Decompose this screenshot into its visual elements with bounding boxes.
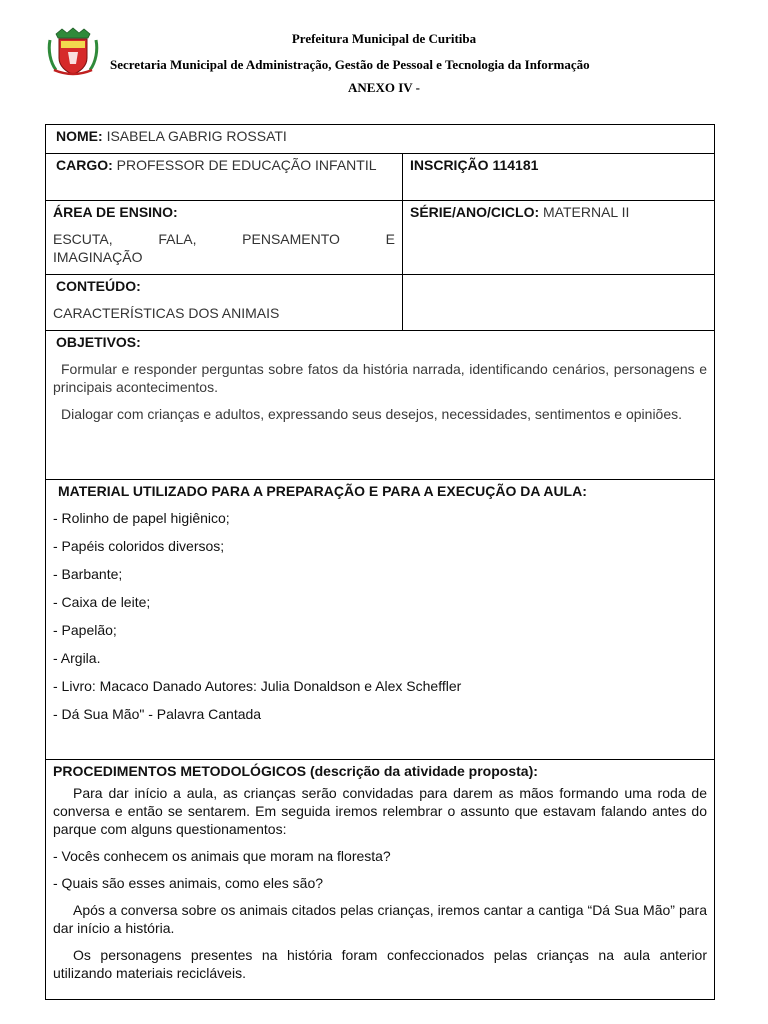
procedimento-question: - Quais são esses animais, como eles são? [53, 875, 324, 891]
serie-value: MATERNAL II [543, 204, 630, 220]
cargo-value: PROFESSOR DE EDUCAÇÃO INFANTIL [116, 157, 377, 173]
row-conteudo [46, 275, 715, 331]
material-item: - Papéis coloridos diversos; [53, 538, 225, 554]
objetivo-item: Dialogar com crianças e adultos, expressando seus desejos, necessidades, sentimentos e opiniões. [61, 406, 683, 422]
material-item: - Argila. [53, 650, 101, 666]
serie-label: SÉRIE/ANO/CICLO: [410, 204, 540, 220]
inscricao-value: 114181 [492, 157, 539, 173]
material-item: - Barbante; [53, 566, 123, 582]
objetivo-item: Formular e responder perguntas sobre fatos da história narrada, identificando cenários, personagens e principais acontecimentos. [53, 361, 707, 395]
area-value: ESCUTA, FALA, PENSAMENTO E IMAGINAÇÃO [53, 231, 395, 265]
material-item: - Rolinho de papel higiênico; [53, 510, 230, 526]
material-item: - Dá Sua Mão" - Palavra Cantada [53, 706, 262, 722]
row-area [46, 201, 715, 275]
material-item: - Livro: Macaco Danado Autores: Julia Donaldson e Alex Scheffler [53, 678, 462, 694]
procedimento-question: - Vocês conhecem os animais que moram na floresta? [53, 848, 391, 864]
row-procedimentos [46, 760, 715, 1000]
procedimentos-label: PROCEDIMENTOS METODOLÓGICOS (descrição da atividade proposta): [53, 763, 538, 779]
procedimento-paragraph: Após a conversa sobre os animais citados pelas crianças, iremos cantar a cantiga “Dá Sua Mão” para dar início a história. [53, 902, 707, 936]
material-item: - Caixa de leite; [53, 594, 151, 610]
procedimento-paragraph: Os personagens presentes na história foram confeccionados pelas crianças na aula anterior utilizando materiais recicláveis. [53, 947, 707, 981]
cargo-label: CARGO: [56, 157, 113, 173]
material-label: MATERIAL UTILIZADO PARA A PREPARAÇÃO E PARA A EXECUÇÃO DA AULA: [58, 483, 587, 499]
conteudo-label: CONTEÚDO: [56, 278, 141, 294]
area-label: ÁREA DE ENSINO: [53, 204, 178, 220]
row-nome [46, 125, 715, 154]
nome-value: ISABELA GABRIG ROSSATI [106, 128, 287, 144]
material-item: - Papelão; [53, 622, 117, 638]
lesson-plan-form [45, 124, 715, 1000]
row-objetivos [46, 331, 715, 480]
row-cargo [46, 154, 715, 201]
header-subtitle: Secretaria Municipal de Administração, Gestão de Pessoal e Tecnologia da Informação [110, 57, 590, 72]
procedimento-paragraph: Para dar início a aula, as crianças serão convidadas para darem as mãos formando uma roda de conversa e então se sentarem. Em seguida iremos relembrar o assunto que estavam falando antes do parque com alguns questionamentos: [53, 785, 707, 837]
objetivos-label: OBJETIVOS: [56, 334, 141, 350]
nome-label: NOME: [56, 128, 103, 144]
inscricao-label: INSCRIÇÃO [410, 157, 489, 173]
row-material [46, 480, 715, 760]
conteudo-value: CARACTERÍSTICAS DOS ANIMAIS [53, 305, 280, 321]
header-annex: ANEXO IV - [348, 80, 420, 95]
header-title: Prefeitura Municipal de Curitiba [291, 31, 477, 46]
